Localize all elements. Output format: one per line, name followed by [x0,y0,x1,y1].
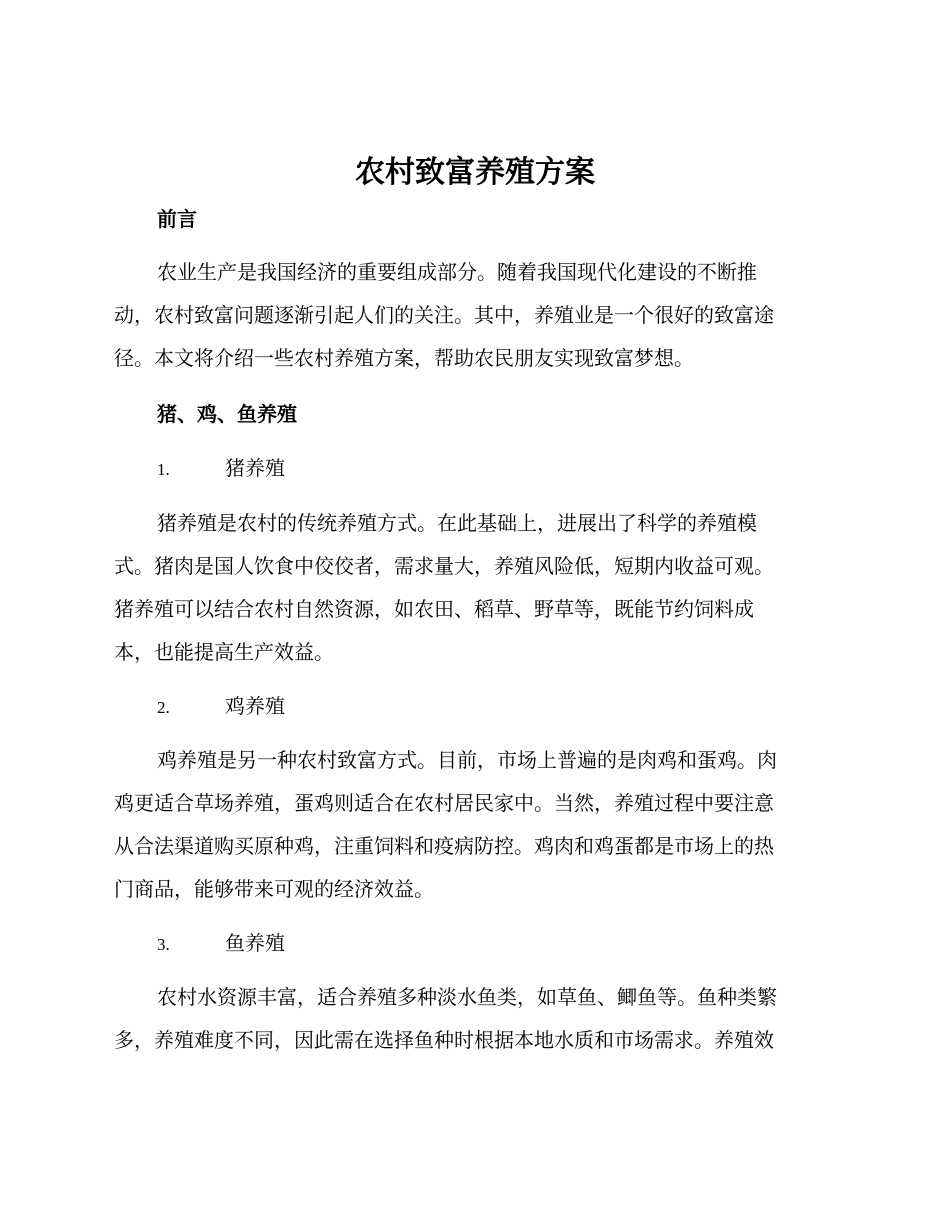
paragraph-line: 农村水资源丰富，适合养殖多种淡水鱼类，如草鱼、鲫鱼等。鱼种类繁 [157,985,777,1009]
list-item-label: 鸡养殖 [225,694,285,718]
list-item-label: 猪养殖 [225,456,285,480]
list-item-label: 鱼养殖 [225,931,285,955]
paragraph-line: 鸡更适合草场养殖，蛋鸡则适合在农村居民家中。当然，养殖过程中要注意 [114,791,774,815]
paragraph-line: 农业生产是我国经济的重要组成部分。随着我国现代化建设的不断推 [157,260,757,284]
fish-paragraph [114,976,838,1062]
list-item-chicken [157,691,285,723]
preface-paragraph [114,251,838,380]
list-item-fish [157,928,285,960]
list-item-pig [157,453,285,485]
paragraph-line: 式。猪肉是国人饮食中佼佼者，需求量大，养殖风险低，短期内收益可观。 [114,554,774,578]
section-heading-livestock: 猪、鸡、鱼养殖 [157,402,297,426]
paragraph-line: 门商品，能够带来可观的经济效益。 [114,877,434,901]
paragraph-line: 多，养殖难度不同，因此需在选择鱼种时根据本地水质和市场需求。养殖效 [114,1028,774,1052]
paragraph-line: 猪养殖可以结合农村自然资源，如农田、稻草、野草等，既能节约饲料成 [114,597,754,621]
pig-paragraph [114,502,838,674]
paragraph-line: 猪养殖是农村的传统养殖方式。在此基础上，进展出了科学的养殖模 [157,511,757,535]
document-title: 农村致富养殖方案 [355,155,595,190]
paragraph-line: 径。本文将介绍一些农村养殖方案，帮助农民朋友实现致富梦想。 [114,346,694,370]
list-item-number: 3. [157,935,170,954]
paragraph-line: 从合法渠道购买原种鸡，注重饲料和疫病防控。鸡肉和鸡蛋都是市场上的热 [114,834,774,858]
list-item-number: 1. [157,460,170,479]
paragraph-line: 本，也能提高生产效益。 [114,640,334,664]
list-item-number: 2. [157,698,170,717]
paragraph-line: 鸡养殖是另一种农村致富方式。目前，市场上普遍的是肉鸡和蛋鸡。肉 [157,748,777,772]
section-heading-preface: 前言 [157,207,197,231]
paragraph-line: 动，农村致富问题逐渐引起人们的关注。其中，养殖业是一个很好的致富途 [114,303,774,327]
chicken-paragraph [114,739,838,911]
